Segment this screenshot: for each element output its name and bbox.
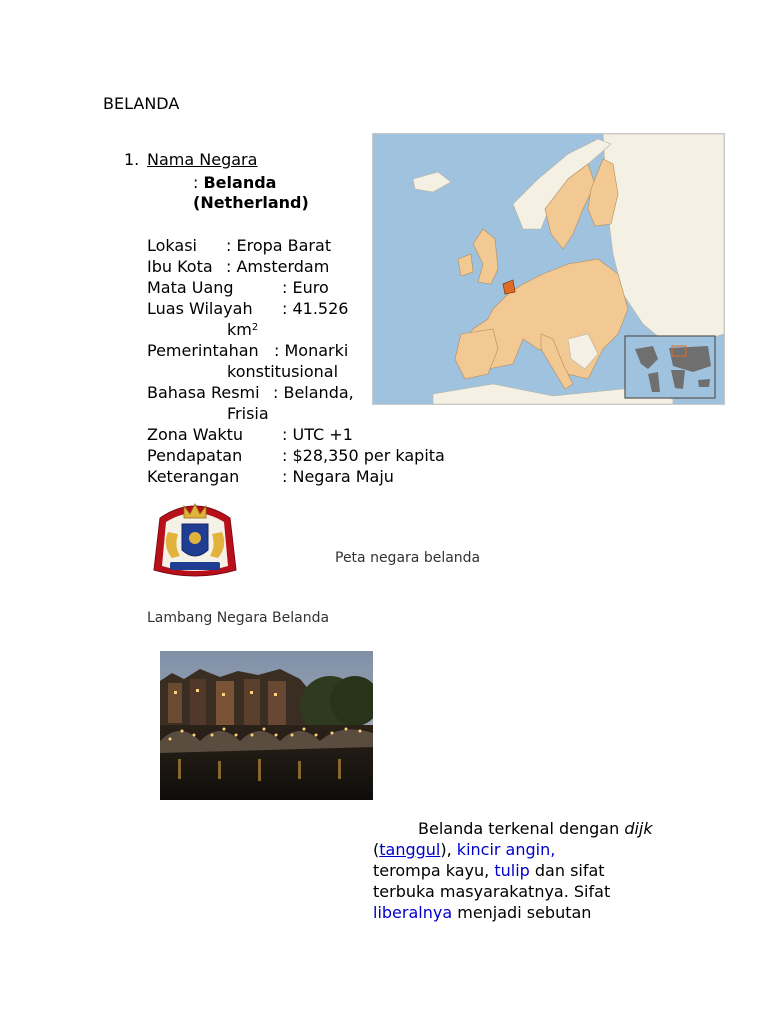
- fact-label: Ibu Kota: [147, 257, 213, 276]
- description-paragraph: [373, 818, 663, 923]
- country-name-english: (Netherland): [193, 193, 309, 212]
- country-name-line: [193, 172, 276, 193]
- paragraph-text: menjadi sebutan: [452, 903, 592, 922]
- paragraph-text: dan sifat terbuka masyarakatnya. Sifat: [373, 861, 611, 901]
- fact-label: Bahasa Resmi: [147, 383, 260, 402]
- amsterdam-canal-photo: [160, 651, 373, 800]
- fact-value: : $28,350 per kapita: [282, 446, 445, 465]
- fact-label: Zona Waktu: [147, 425, 244, 444]
- fact-label: Keterangan: [147, 467, 240, 486]
- unit-km: km: [227, 320, 252, 339]
- link-tanggul[interactable]: tanggul: [379, 840, 441, 859]
- fact-value: : Monarki: [274, 341, 349, 360]
- document-title: BELANDA: [103, 94, 180, 113]
- link-kincir-angin[interactable]: kincir angin: [456, 840, 551, 859]
- fact-value-continued: konstitusional: [227, 362, 339, 381]
- map-caption: Peta negara belanda: [335, 550, 481, 566]
- link-tulip[interactable]: tulip: [494, 861, 530, 880]
- fact-value: : Belanda,: [273, 383, 354, 402]
- coat-caption: Lambang Negara Belanda: [147, 610, 330, 626]
- fact-label: Luas Wilayah: [147, 299, 253, 318]
- fact-value-continued: Frisia: [227, 404, 269, 423]
- fact-value: : Eropa Barat: [226, 236, 332, 255]
- italic-term: dijk: [624, 819, 653, 838]
- paragraph-text: ,: [550, 840, 556, 859]
- unit-superscript: 2: [251, 322, 259, 333]
- country-name: Belanda: [203, 173, 277, 192]
- fact-value: : Amsterdam: [226, 257, 330, 276]
- fact-value: : 41.526: [282, 299, 349, 318]
- coat-of-arms-icon: [146, 500, 244, 582]
- fact-label: Lokasi: [147, 236, 197, 255]
- fact-value: : UTC +1: [282, 425, 353, 444]
- fact-label: Pemerintahan: [147, 341, 259, 360]
- paragraph-text: ),: [440, 840, 457, 859]
- fact-label: Pendapatan: [147, 446, 243, 465]
- fact-value: : Negara Maju: [282, 467, 394, 486]
- country-name-label[interactable]: Nama Negara: [147, 150, 258, 169]
- colon: :: [193, 173, 199, 192]
- fact-label: Mata Uang: [147, 278, 234, 297]
- paragraph-text: (: [373, 840, 380, 859]
- paragraph-text: terompa kayu,: [373, 861, 495, 880]
- europe-map-icon: [372, 133, 725, 405]
- fact-value: : Euro: [282, 278, 329, 297]
- paragraph-text: Belanda terkenal dengan: [418, 819, 620, 838]
- link-liberalnya[interactable]: liberalnya: [373, 903, 453, 922]
- list-number: 1.: [124, 150, 140, 169]
